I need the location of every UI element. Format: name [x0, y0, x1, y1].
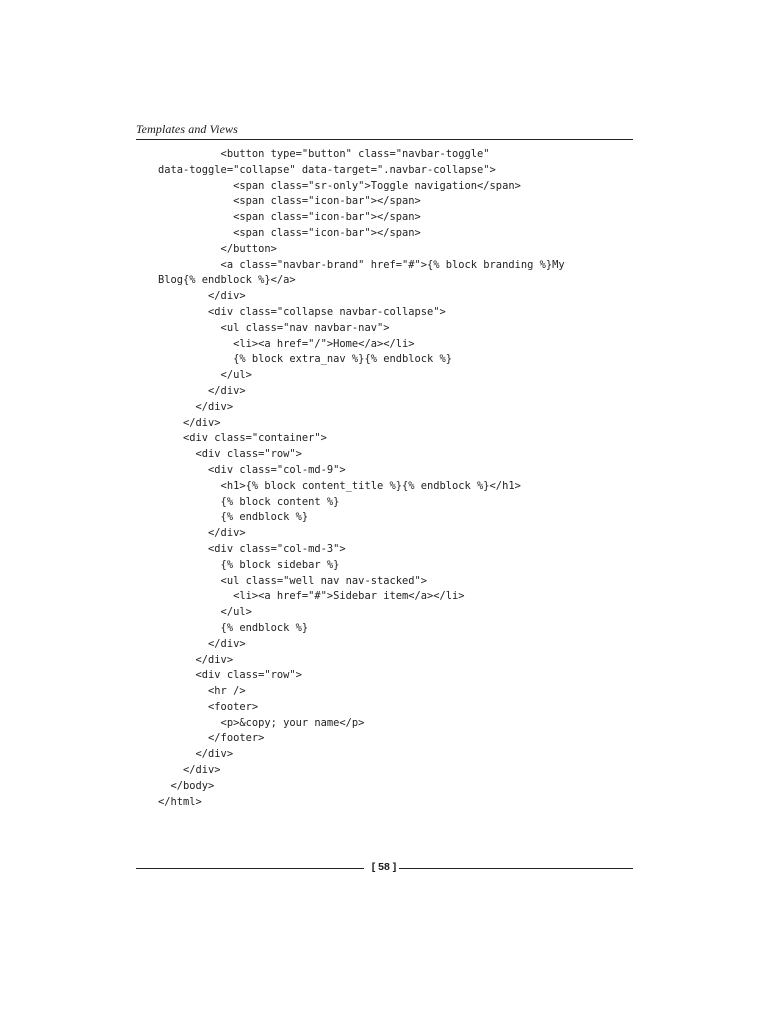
code-line: {% block sidebar %} [158, 558, 340, 571]
code-line: <div class="container"> [158, 432, 327, 445]
code-line: <span class="icon-bar"></span> [158, 226, 421, 239]
code-line: <span class="sr-only">Toggle navigation</span> [158, 179, 521, 192]
running-header [136, 121, 633, 140]
code-line: <ul class="nav navbar-nav"> [158, 321, 390, 334]
code-line: </footer> [158, 732, 265, 745]
code-line: <div class="col-md-9"> [158, 463, 346, 476]
code-line: Blog{% endblock %}</a> [158, 274, 296, 287]
code-line: </ul> [158, 606, 252, 619]
code-line: <li><a href="#">Sidebar item</a></li> [158, 590, 465, 603]
code-line: </div> [158, 416, 221, 429]
code-line: </div> [158, 653, 234, 666]
code-line: <div class="row"> [158, 448, 302, 461]
code-line: <footer> [158, 700, 259, 713]
code-line: <div class="row"> [158, 669, 302, 682]
code-line: <ul class="well nav nav-stacked"> [158, 574, 427, 587]
code-line: <a class="navbar-brand" href="#">{% block branding %}My [158, 258, 565, 271]
code-line: </button> [158, 242, 277, 255]
code-line: <h1>{% block content_title %}{% endblock %}</h1> [158, 479, 521, 492]
code-line: </div> [158, 290, 246, 303]
code-line: <span class="icon-bar"></span> [158, 211, 421, 224]
page-number: [ 58 ] [371, 861, 397, 873]
chapter-title: Templates and Views [136, 122, 238, 136]
code-line: <div class="col-md-3"> [158, 542, 346, 555]
code-line: </div> [158, 748, 234, 761]
code-line: </div> [158, 637, 246, 650]
code-line: </html> [158, 795, 202, 808]
code-line: <li><a href="/">Home</a></li> [158, 337, 415, 350]
code-line: </ul> [158, 369, 252, 382]
code-line: </body> [158, 779, 215, 792]
code-line: <hr /> [158, 685, 246, 698]
code-line: </div> [158, 527, 246, 540]
footer-rule-right [399, 868, 633, 869]
code-line: </div> [158, 764, 221, 777]
code-line: <p>&copy; your name</p> [158, 716, 365, 729]
code-line: data-toggle="collapse" data-target=".navbar-collapse"> [158, 163, 496, 176]
code-listing [158, 147, 628, 810]
code-line: <div class="collapse navbar-collapse"> [158, 305, 446, 318]
code-line: {% block content %} [158, 495, 340, 508]
code-line: <button type="button" class="navbar-toggle" [158, 148, 490, 160]
code-line: </div> [158, 384, 246, 397]
code-line: {% block extra_nav %}{% endblock %} [158, 353, 453, 366]
footer-rule-left [136, 868, 364, 869]
code-line: <span class="icon-bar"></span> [158, 195, 421, 208]
code-line: {% endblock %} [158, 511, 309, 524]
code-line: {% endblock %} [158, 621, 309, 634]
code-line: </div> [158, 400, 234, 413]
